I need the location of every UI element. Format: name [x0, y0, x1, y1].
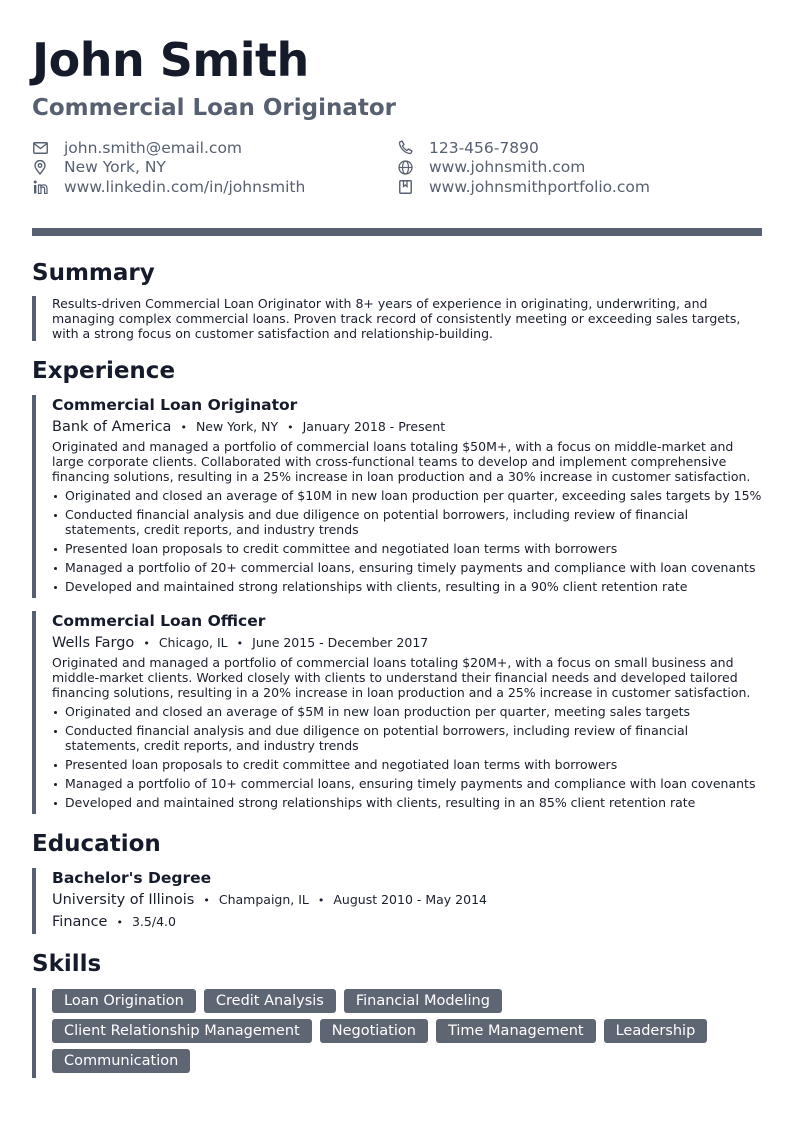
job-entry: [32, 395, 762, 598]
job-company: Bank of America: [52, 419, 172, 435]
contact-linkedin-text: www.linkedin.com/in/johnsmith: [64, 177, 306, 196]
experience-heading: Experience: [32, 358, 176, 384]
separator-dot: •: [236, 637, 244, 650]
contact-portfolio[interactable]: [397, 177, 650, 197]
job-meta: [52, 418, 762, 437]
contact-website-text: www.johnsmith.com: [429, 158, 586, 177]
job-bullet: Managed a portfolio of 20+ commercial loans, ensuring timely payments and compliance with loan covenants: [52, 560, 762, 575]
skill-tag: Leadership: [604, 1019, 708, 1043]
phone-icon: [397, 140, 413, 156]
job-bullet: Developed and maintained strong relationships with clients, resulting in a 90% client retention rate: [52, 579, 762, 594]
skills-heading: Skills: [32, 951, 102, 977]
skills-list: [52, 989, 732, 1073]
linkedin-icon: [32, 179, 48, 195]
mail-icon: [32, 140, 48, 156]
job-location: New York, NY: [195, 419, 279, 434]
job-company: Wells Fargo: [52, 635, 135, 651]
skill-tag: Communication: [52, 1049, 190, 1073]
contact-phone[interactable]: [397, 138, 650, 158]
education-field: Finance: [52, 914, 108, 930]
job-meta: [52, 634, 762, 653]
job-bullet: Originated and closed an average of $5M in new loan production per quarter, meeting sales targets: [52, 704, 762, 719]
degree-title: Bachelor's Degree: [52, 869, 212, 887]
job-location: Chicago, IL: [158, 635, 228, 650]
separator-dot: •: [116, 916, 123, 929]
contact-email[interactable]: [32, 138, 305, 158]
job-title: Commercial Loan Originator: [52, 396, 298, 414]
contact-linkedin[interactable]: [32, 177, 305, 197]
separator-dot: •: [143, 637, 150, 650]
separator-dot: •: [180, 421, 187, 434]
summary-block: [32, 296, 762, 341]
contact-location-text: New York, NY: [64, 158, 166, 177]
education-meta: [52, 891, 762, 910]
job-bullets: [52, 704, 762, 810]
school-location: Champaign, IL: [218, 892, 309, 907]
contact-website[interactable]: [397, 158, 650, 178]
summary-heading: Summary: [32, 260, 155, 286]
skill-tag: Client Relationship Management: [52, 1019, 312, 1043]
job-title: Commercial Loan Officer: [52, 612, 266, 630]
separator-dot: •: [317, 894, 325, 907]
job-bullet: Managed a portfolio of 10+ commercial loans, ensuring timely payments and compliance with loan covenants: [52, 776, 762, 791]
job-bullet: Conducted financial analysis and due diligence on potential borrowers, including review of financial statements, credit reports, and industry trends: [52, 507, 762, 537]
school-name: University of Illinois: [52, 892, 195, 908]
job-bullet: Conducted financial analysis and due diligence on potential borrowers, including review of financial statements, credit reports, and industry trends: [52, 723, 762, 753]
skill-tag: Time Management: [436, 1019, 596, 1043]
skills-block: [32, 988, 762, 1078]
contact-phone-text: 123-456-7890: [429, 138, 539, 157]
job-dates: June 2015 - December 2017: [252, 635, 429, 650]
header-divider: [32, 228, 762, 236]
location-pin-icon: [32, 159, 48, 175]
job-bullet: Originated and closed an average of $10M in new loan production per quarter, exceeding sales targets by 15%: [52, 488, 762, 503]
separator-dot: •: [203, 894, 210, 907]
candidate-title: Commercial Loan Originator: [32, 95, 397, 121]
contact-portfolio-text: www.johnsmithportfolio.com: [429, 177, 650, 196]
skill-tag: Loan Origination: [52, 989, 196, 1013]
job-bullet: Presented loan proposals to credit committee and negotiated loan terms with borrowers: [52, 757, 762, 772]
contact-column-left: [32, 138, 305, 197]
contact-email-text: john.smith@email.com: [64, 138, 243, 157]
globe-icon: [397, 159, 413, 175]
education-dates: August 2010 - May 2014: [333, 892, 487, 907]
job-description: Originated and managed a portfolio of commercial loans totaling $20M+, with a focus on small business and middle-market clients. Worked closely with clients to understand their financial needs and developed tailored financing solutions, resulting in a 20% increase in loan production and a 25% increase in customer satisfaction.: [52, 655, 751, 700]
bookmark-icon: [397, 179, 413, 195]
job-dates: January 2018 - Present: [302, 419, 446, 434]
summary-text: Results-driven Commercial Loan Originator with 8+ years of experience in originating, underwriting, and managing complex commercial loans. Proven track record of consistently meeting or exceeding sales targets, with a strong focus on customer satisfaction and relationship-building.: [52, 296, 741, 341]
job-bullet: Developed and maintained strong relationships with clients, resulting in an 85% client retention rate: [52, 795, 762, 810]
job-entry: [32, 611, 762, 814]
skill-tag: Negotiation: [320, 1019, 428, 1043]
skill-tag: Credit Analysis: [204, 989, 336, 1013]
contact-location: [32, 158, 305, 178]
job-bullets: [52, 488, 762, 594]
education-gpa: 3.5/4.0: [131, 914, 176, 929]
separator-dot: •: [287, 421, 294, 434]
education-heading: Education: [32, 831, 161, 857]
education-field-row: [52, 913, 762, 932]
job-bullet: Presented loan proposals to credit committee and negotiated loan terms with borrowers: [52, 541, 762, 556]
contact-column-right: [397, 138, 650, 197]
candidate-name: John Smith: [32, 33, 309, 87]
skill-tag: Financial Modeling: [344, 989, 502, 1013]
education-block: [32, 868, 762, 934]
job-description: Originated and managed a portfolio of commercial loans totaling $50M+, with a focus on middle-market and large corporate clients. Collaborated with cross-functional teams to develop and implement comprehensive financing solutions, resulting in a 25% increase in loan production and a 30% increase in customer satisfaction.: [52, 439, 751, 484]
